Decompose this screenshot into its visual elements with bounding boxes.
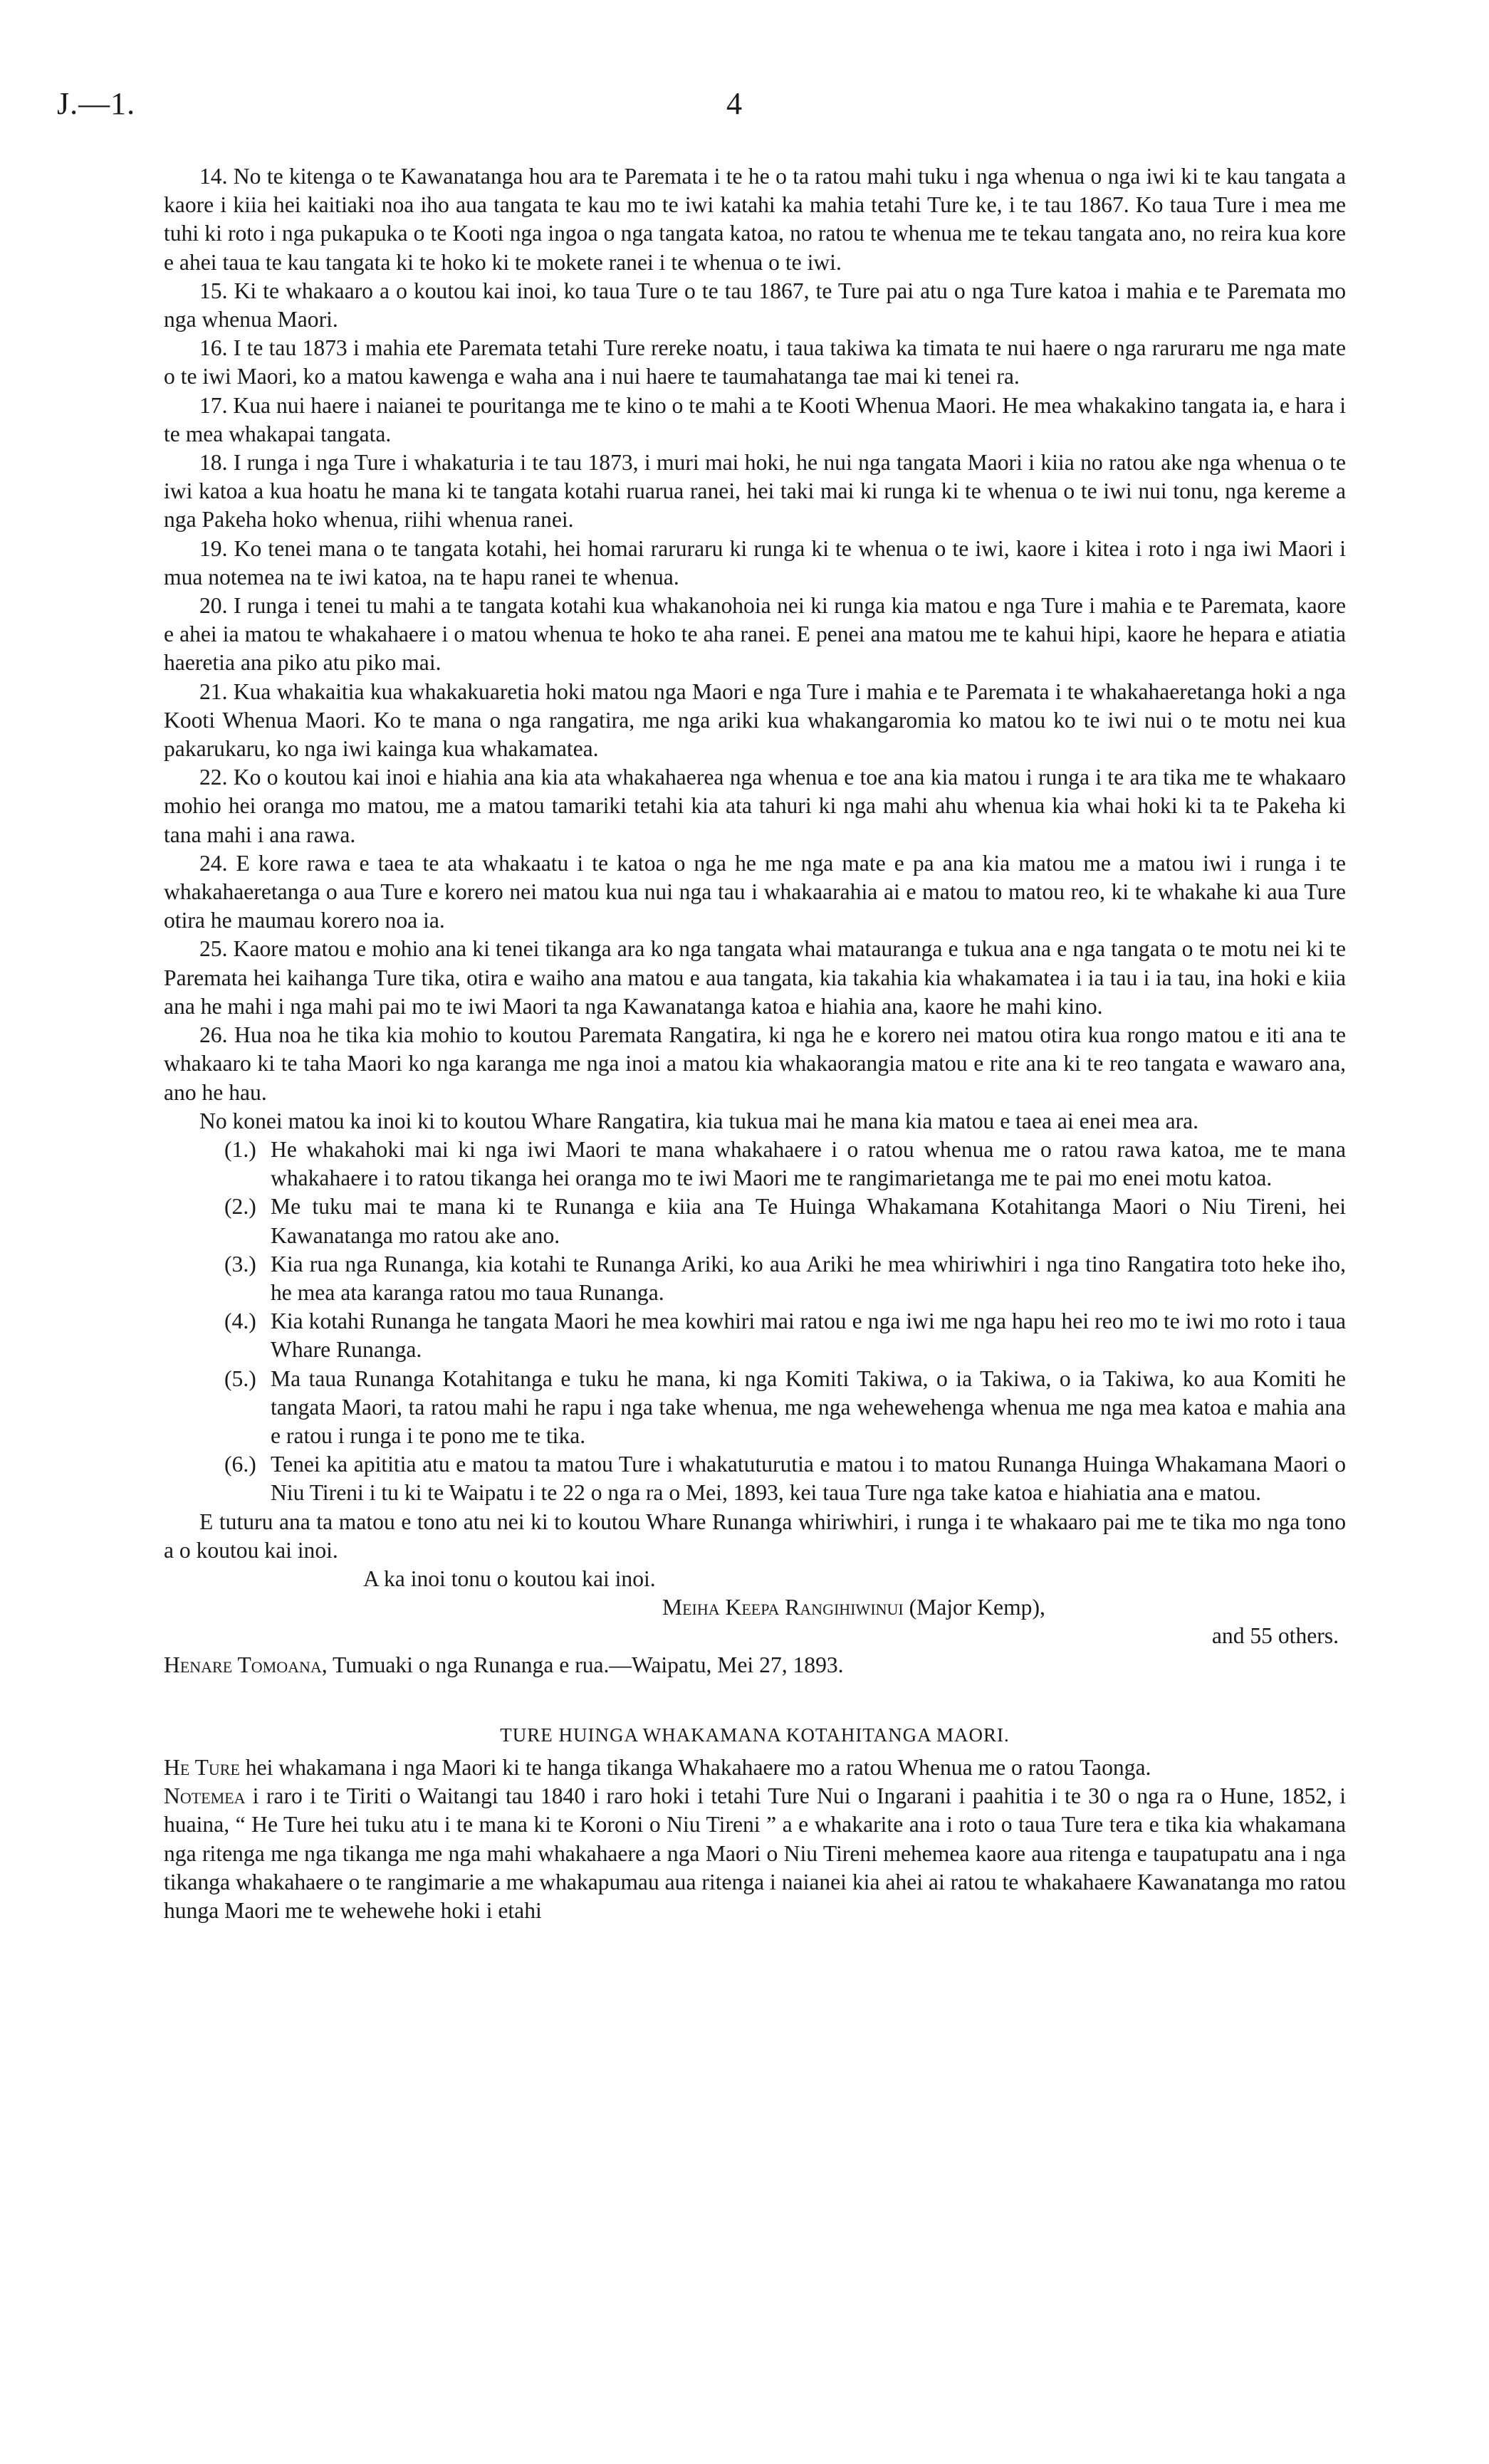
list-item-text: Kia kotahi Runanga he tangata Maori he mea kowhiri mai ratou e nga iwi me nga hapu hei reo mo te iwi mo roto i taua Whare Runanga.	[271, 1309, 1346, 1363]
chair-text: , Tumuaki o nga Runanga e rua.—Waipatu, Mei 27, 1893.	[321, 1652, 844, 1677]
signatory-alias: (Major Kemp),	[909, 1595, 1045, 1620]
paragraph-19: 19. Ko tenei mana o te tangata kotahi, hei homai raruraru ki runga ki te whenua o te iwi, kaore i kitea i roto i nga iwi Maori i mua notemea na te iwi katoa, na te hapu ranei te whenua.	[164, 535, 1346, 589]
closing-prayer: E tuturu ana ta matou e tono atu nei ki to koutou Whare Runanga whiriwhiri, i runga i te whakaaro pai me te tika mo nga tono a o koutou kai inoi.	[164, 1509, 1346, 1563]
chair-name: Henare Tomoana	[164, 1652, 322, 1677]
paragraph-22: 22. Ko o koutou kai inoi e hiahia ana kia ata whakahaerea nga whenua e toe ana kia matou i runga i te ara tika me te whakaaro mohio hei oranga mo matou, me a matou tamariki tetahi kia ata tahuri ki nga mahi ahu whenua kia whai hoki ki ta te Pakeha ki tana mahi i ana rawa.	[164, 765, 1346, 847]
chair-line	[164, 1651, 1346, 1679]
list-item-text: He whakahoki mai ki nga iwi Maori te mana whakahaere i o ratou whenua me o ratou rawa katoa, me te mana whakahaere i to ratou tikanga hei oranga mo te iwi Maori me te rangimarietanga me te pai mo enei motu katoa.	[271, 1136, 1346, 1191]
list-item-text: Ma taua Runanga Kotahitanga e tuku he mana, ki nga Komiti Takiwa, o ia Takiwa, o ia Takiwa, ko aua Komiti he tangata Maori, ta ratou mahi he rapu i nga take whenua, me nga wehewehenga whenua me nga mea katoa e mahia ana e ratou i runga i te pono me te tika.	[271, 1365, 1346, 1448]
act-preamble-text: i raro i te Tiriti o Waitangi tau 1840 i raro hoki i tetahi Ture Nui o Ingarani i paahitia i te 30 o nga ra o Hune, 1852, i huaina, “ He Ture hei tuku atu i te mana ki te Koroni o Niu Tireni ” a e whakarite ana i roto o taua Ture tera e tika kia whakamana nga ritenga me nga tikanga me nga mahi whakahaere a nga Maori o Niu Tireni mehemea kaore aua ritenga e taupatupatu ana i nga tikanga whakahaere o te rangimarie a me whakapumau aua ritenga i naianei kia ahei ai ratou te whakahaere Kawanatanga mo ratou hunga Maori me te wehewehe hoki i etahi	[164, 1783, 1346, 1923]
request-list	[164, 1136, 1346, 1508]
list-item-number: (5.)	[224, 1365, 256, 1391]
act-preamble-lead: Notemea	[164, 1783, 246, 1809]
act-intro	[164, 1753, 1346, 1782]
paragraph-15: 15. Ki te whakaaro a o koutou kai inoi, ko taua Ture o te tau 1867, te Ture pai atu o nga Ture katoa i mahia e te Paremata mo nga whenua Maori.	[164, 278, 1346, 332]
signatory-line	[164, 1593, 1346, 1622]
paragraph-24: 24. E kore rawa e taea te ata whakaatu i te katoa o nga he me nga mate e pa ana kia matou me a matou iwi i runga i te whakahaeretanga o aua Ture e korero nei matou kua nui nga tau i whakaarahia ai e matou to matou reo, ki te whakahe ki aua Ture otira he maumau korero noa ia.	[164, 850, 1346, 933]
list-item	[164, 1192, 1346, 1249]
paragraph-17: 17. Kua nui haere i naianei te pouritanga me te kino o te mahi a te Kooti Whenua Maori. He mea whakakino tangata ia, e hara i te mea whakapai tangata.	[164, 392, 1346, 446]
document-body	[164, 162, 1346, 1925]
list-item-text: Me tuku mai te mana ki te Runanga e kiia ana Te Huinga Whakamana Kotahitanga Maori o Niu Tireni, hei Kawanatanga mo ratou ake ano.	[271, 1194, 1346, 1248]
list-item	[164, 1250, 1346, 1307]
act-intro-text: hei whakamana i nga Maori ki te hanga tikanga Whakahaere mo a ratou Whenua me o ratou Taonga.	[239, 1754, 1151, 1780]
paragraph-18: 18. I runga i nga Ture i whakaturia i te tau 1873, i muri mai hoki, he nui nga tangata Maori i kiia no ratou ake nga whenua o te iwi katoa a kua hoatu he mana ki te tangata kotahi ruarua ranei, hei taki mai ki runga ki te whenua o te iwi nui tonu, nga kereme a nga Pakeha hoko whenua, riihi whenua ranei.	[164, 450, 1346, 533]
list-item	[164, 1307, 1346, 1364]
paragraph-25: 25. Kaore matou e mohio ana ki tenei tikanga ara ko nga tangata whai matauranga e tukua ana e nga tangata o te motu nei ki te Paremata hei kaihanga Ture tika, otira e waiho ana matou e aua tangata, kia takahia kia whakamatea i ia tau i ia tau, ina hoki e kiia ana he mahi i nga mahi pai mo te iwi Maori ta nga Kawanatanga katoa e hiahia ana, kaore he mahi kino.	[164, 936, 1346, 1019]
paragraph-21: 21. Kua whakaitia kua whakakuaretia hoki matou nga Maori e nga Ture i mahia e te Paremata i te whakahaeretanga hoki a nga Kooti Whenua Maori. Ko te mana o nga rangatira, me nga ariki kua whakangaromia ko matou ko te iwi nui o te motu nei kua pakarukaru, ko nga iwi kainga kua whakamatea.	[164, 678, 1346, 762]
page-header	[57, 85, 1432, 135]
paragraph-20: 20. I runga i tenei tu mahi a te tangata kotahi kua whakanohoia nei ki runga kia matou e nga Ture i mahia e te Paremata, kaore e ahei ia matou te whakahaere i o matou whenua te hoko te aha ranei. E penei ana matou me te kahui hipi, kaore he hepara e atiatia haeretia ana piko atu piko mai.	[164, 593, 1346, 676]
paragraph-14: 14. No te kitenga o te Kawanatanga hou ara te Paremata i te he o ta ratou mahi tuku i nga whenua o nga iwi ki te kau tangata a kaore i kiia hei kaitiaki noa iho aua tangata te kau mo te iwi katahi ka mahia tetahi Ture ke, i te tau 1867. Ko taua Ture i mea me tuhi ki roto i nga pukapuka o te Kooti nga ingoa o nga tangata katoa, no ratou te whenua me te tekau tangata ano, no reira kua kore e ahei taua te kau tangata ki te hoko ki te mokete ranei i te whenua o te iwi.	[164, 164, 1346, 275]
paragraph-26: 26. Hua noa he tika kia mohio to koutou Paremata Rangatira, ki nga he e korero nei matou otira kua rongo matou e iti ana te whakaaro ki te taha Maori ko nga karanga me nga inoi a matou kia whakaorangia matou e rite ana ki te reo tangata e wawaro ana, ano he hau.	[164, 1022, 1346, 1105]
act-preamble	[164, 1782, 1346, 1925]
closing-line: A ka inoi tonu o koutou kai inoi.	[363, 1566, 656, 1591]
page-number: 4	[726, 86, 742, 121]
signatory-name: Meiha Keepa Rangihiwinui	[662, 1595, 904, 1620]
list-item-number: (3.)	[224, 1251, 256, 1276]
section-title: TURE HUINGA WHAKAMANA KOTAHITANGA MAORI.	[500, 1724, 1010, 1746]
document-reference: J.—1.	[57, 86, 136, 121]
list-item-text: Kia rua nga Runanga, kia kotahi te Runanga Ariki, ko aua Ariki he mea whiriwhiri i nga tino Rangatira toto heke iho, he mea ata karanga ratou mo taua Runanga.	[271, 1251, 1346, 1305]
list-item	[164, 1136, 1346, 1192]
list-item-number: (4.)	[224, 1309, 256, 1334]
list-item-text: Tenei ka apititia atu e matou ta matou Ture i whakatuturutia e matou i to matou Runanga Huinga Whakamana Maori o Niu Tireni i tu ki te Waipatu i te 22 o nga ra o Mei, 1893, kei taua Ture nga take katoa e hiahiatia ana e matou.	[271, 1452, 1346, 1506]
list-item	[164, 1450, 1346, 1507]
list-item	[164, 1365, 1346, 1451]
list-item-number: (2.)	[224, 1194, 256, 1220]
act-intro-lead: He Ture	[164, 1754, 240, 1780]
paragraph-16: 16. I te tau 1873 i mahia ete Paremata tetahi Ture rereke noatu, i taua takiwa ka timata te nui haere o nga raruraru me nga mate o te iwi Maori, ko a matou kawenga e waha ana i nui haere te taumahatanga tae mai ki tenei ra.	[164, 335, 1346, 389]
list-item-number: (6.)	[224, 1452, 256, 1477]
prayer-intro: No konei matou ka inoi ki to koutou Whare Rangatira, kia tukua mai he mana kia matou e taea ai enei mea ara.	[199, 1108, 1199, 1133]
others-count: and 55 others.	[1211, 1623, 1339, 1649]
list-item-number: (1.)	[224, 1136, 256, 1162]
